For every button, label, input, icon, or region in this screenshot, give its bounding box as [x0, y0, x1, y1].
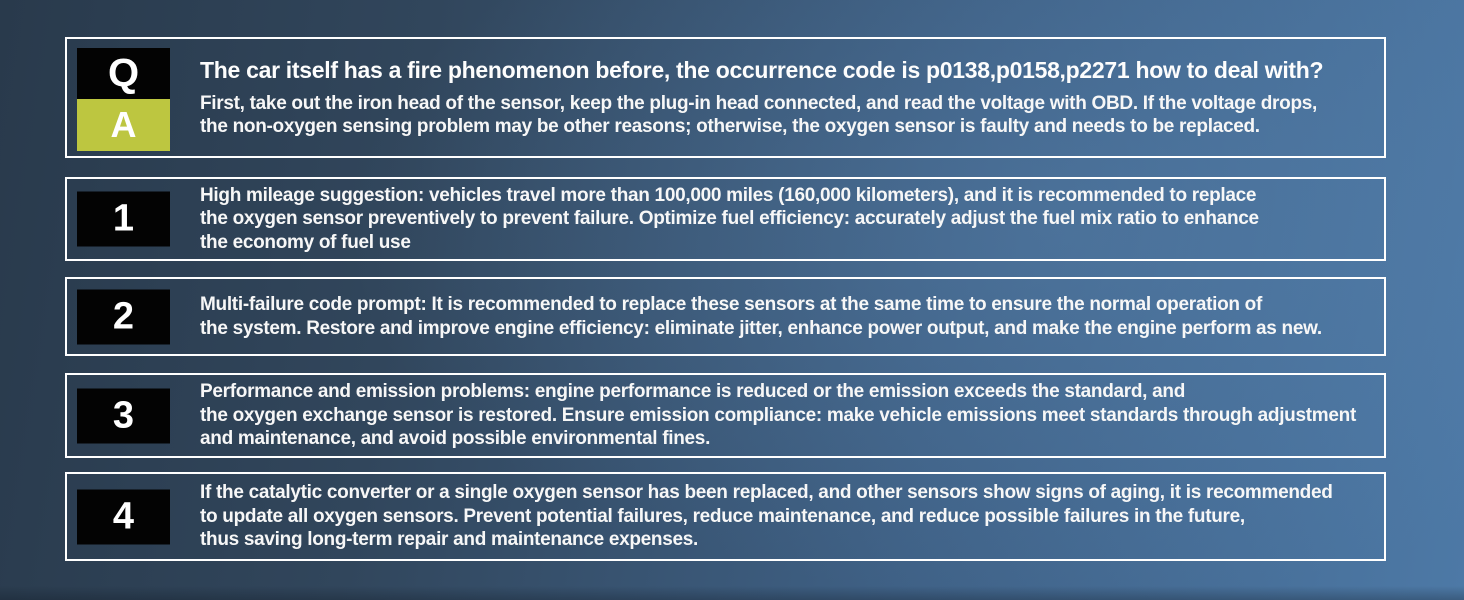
tip-card-4 — [65, 472, 1386, 561]
tip-line: the system. Restore and improve engine efficiency: eliminate jitter, enhance power output, and make the engine perform as new. — [200, 317, 1322, 339]
tip-line: High mileage suggestion: vehicles travel more than 100,000 miles (160,000 kilometers), and it is recommended to replace — [200, 184, 1257, 206]
number-badge-2 — [77, 289, 170, 344]
bottom-vignette — [0, 586, 1464, 600]
tip-line: If the catalytic converter or a single oxygen sensor has been replaced, and other sensors show signs of aging, it is recommended — [200, 482, 1333, 504]
number-badge-label: 4 — [112, 495, 135, 537]
question-badge — [77, 48, 170, 99]
number-badge-4 — [77, 489, 170, 544]
number-badge-label: 1 — [112, 197, 135, 240]
answer-line: First, take out the iron head of the sensor, keep the plug-in head connected, and read the voltage with OBD. If the voltage drops, — [200, 92, 1317, 114]
question-text: The car itself has a fire phenomenon before, the occurrence code is p0138,p0158,p2271 how to deal with? — [200, 56, 1324, 83]
question-badge-label: Q — [107, 51, 140, 95]
tip-text-3 — [200, 375, 1378, 456]
tip-line: the oxygen sensor preventively to prevent failure. Optimize fuel efficiency: accurately adjust the fuel mix ratio to enhance — [200, 208, 1259, 230]
qa-card — [65, 37, 1386, 158]
tip-line: Multi-failure code prompt: It is recommended to replace these sensors at the same time to ensure the normal operation of — [200, 294, 1263, 315]
tip-text-1 — [200, 179, 1378, 259]
tip-card-2 — [65, 277, 1386, 356]
number-badge-3 — [77, 388, 170, 443]
tip-card-1 — [65, 177, 1386, 261]
answer-badge-label: A — [110, 104, 137, 145]
tip-line: Performance and emission problems: engine performance is reduced or the emission exceeds the standard, and — [200, 381, 1186, 403]
tip-line: and maintenance, and avoid possible environmental fines. — [200, 428, 711, 450]
tip-line: the economy of fuel use — [200, 231, 411, 253]
tip-line: the oxygen exchange sensor is restored. Ensure emission compliance: make vehicle emissions meet standards through adjustment — [200, 404, 1356, 426]
answer-badge — [77, 99, 170, 151]
number-badge-1 — [77, 192, 170, 247]
tip-line: to update all oxygen sensors. Prevent potential failures, reduce maintenance, and reduce possible failures in the future, — [200, 505, 1245, 527]
tip-text-2 — [200, 279, 1378, 354]
qa-text — [200, 39, 1378, 156]
tip-text-4 — [200, 474, 1378, 559]
answer-line: the non-oxygen sensing problem may be other reasons; otherwise, the oxygen sensor is faulty and needs to be replaced. — [200, 116, 1260, 137]
tip-card-3 — [65, 373, 1386, 458]
number-badge-label: 2 — [112, 295, 135, 337]
tip-line: thus saving long-term repair and maintenance expenses. — [200, 529, 699, 551]
number-badge-label: 3 — [112, 394, 135, 436]
